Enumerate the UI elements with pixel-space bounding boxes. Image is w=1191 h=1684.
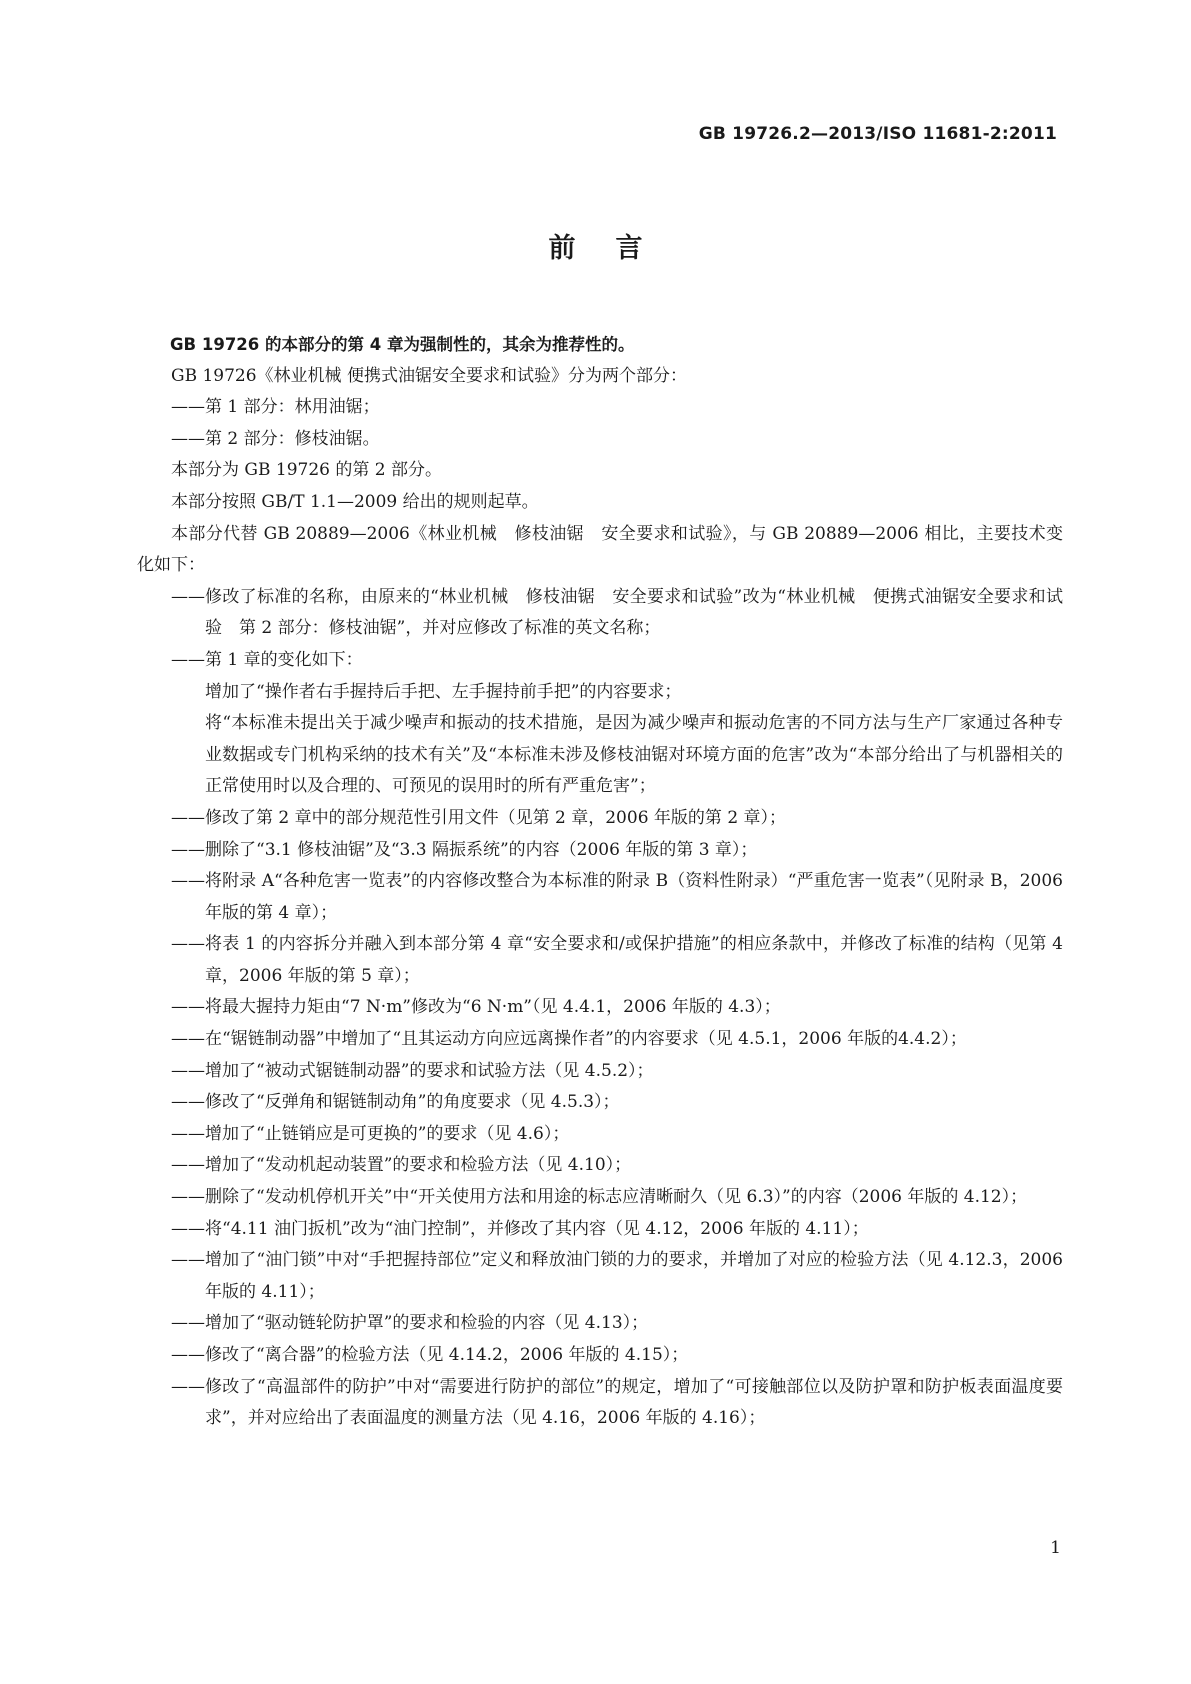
- dash-mark: ——: [171, 934, 205, 955]
- change-item: [137, 1214, 1063, 1246]
- change-text: 删除了“3.1 修枝油锯”及“3.3 隔振系统”的内容（2006 年版的第 3 章）；: [205, 839, 758, 860]
- change-text: 增加了“被动式锯链制动器”的要求和试验方法（见 4.5.2）；: [205, 1060, 654, 1081]
- change-text: 在“锯链制动器”中增加了“且其运动方向应远离操作者”的内容要求（见 4.5.1，2006 年版的4.4.2）；: [205, 1029, 967, 1050]
- replaces-statement: 本部分代替 GB 20889—2006《林业机械 修枝油锯 安全要求和试验》，与 GB 20889—2006 相比，主要技术变化如下：: [137, 523, 1063, 576]
- change-item: [137, 866, 1063, 929]
- dash-mark: ——: [171, 1060, 205, 1081]
- page-title: 前言: [548, 233, 683, 264]
- change-item: [137, 645, 1063, 677]
- dash-mark: ——: [171, 839, 205, 860]
- change-item: [137, 929, 1063, 992]
- change-text: 修改了“反弹角和锯链制动角”的角度要求（见 4.5.3）；: [205, 1092, 620, 1113]
- dash-mark: ——: [171, 1313, 205, 1334]
- dash-mark: ——: [171, 1218, 205, 1239]
- dash-mark: ——: [171, 1187, 205, 1208]
- change-item: [137, 1340, 1063, 1372]
- change-item: [137, 1024, 1063, 1056]
- dash-mark: ——: [171, 1345, 205, 1365]
- changes-list: [137, 582, 1063, 1435]
- change-text: 将表 1 的内容拆分并融入到本部分第 4 章“安全要求和/或保护措施”的相应条款中，并修改了标准的结构（见第 4 章，2006 年版的第 5 章）；: [205, 934, 1063, 986]
- mandatory-note: GB 19726 的本部分的第 4 章为强制性的，其余为推荐性的。: [170, 335, 635, 354]
- change-text: 增加了“发动机起动装置”的要求和检验方法（见 4.10）；: [205, 1155, 632, 1176]
- change-item: [137, 835, 1063, 867]
- change-item: [137, 1308, 1063, 1340]
- dash-mark: ——: [171, 1092, 205, 1113]
- part-item: —— 第 1 部分：林用油锯；: [137, 392, 1063, 424]
- dash-mark: ——: [171, 1376, 205, 1397]
- change-item: [137, 1150, 1063, 1182]
- dash-mark: ——: [171, 997, 205, 1018]
- change-item: [137, 992, 1063, 1024]
- change-item: [137, 1245, 1063, 1308]
- change-item: [137, 1182, 1063, 1214]
- this-part-statement: 本部分为 GB 19726 的第 2 部分。: [171, 460, 442, 481]
- change-item: [137, 1056, 1063, 1088]
- change-text: 增加了“止链销应是可更换的”的要求（见 4.6）；: [205, 1123, 570, 1144]
- dash-mark: ——: [171, 1123, 205, 1144]
- change-item: [137, 803, 1063, 835]
- change-text: 修改了“高温部件的防护”中对“需要进行防护的部位”的规定，增加了“可接触部位以及防护罩和防护板表面温度要求”，并对应给出了表面温度的测量方法（见 4.16，2006 年版的 4.16）；: [205, 1376, 1063, 1429]
- change-sub-item: 将“本标准未提出关于减少噪声和振动的技术措施，是因为减少噪声和振动危害的不同方法与生产厂家通过各种专业数据或专门机构采纳的技术有关”及“本标准未涉及修枝油锯对环境方面的危害”改为“本部分给出了与机器相关的正常使用时以及合理的、可预见的误用时的所有严重危害”；: [205, 713, 1063, 797]
- change-text: 第 1 章的变化如下：: [205, 649, 363, 670]
- change-item: [137, 582, 1063, 645]
- page-number: 1: [1050, 1538, 1061, 1558]
- change-item: [137, 1119, 1063, 1151]
- change-text: 删除了“发动机停机开关”中“开关使用方法和用途的标志应清晰耐久（见 6.3）”的内容（2006 年版的 4.12）；: [205, 1187, 1028, 1208]
- change-text: 将附录 A“各种危害一览表”的内容修改整合为本标准的附录 B（资料性附录）“严重危害一览表”（见附录 B，2006 年版的第 4 章）；: [205, 871, 1063, 923]
- dash-mark: ——: [171, 1029, 205, 1050]
- standard-code: GB 19726.2—2013/ISO 11681-2:2011: [698, 124, 1057, 144]
- dash-mark: ——: [171, 428, 205, 449]
- change-text: 修改了第 2 章中的部分规范性引用文件（见第 2 章，2006 年版的第 2 章）；: [205, 807, 787, 828]
- change-text: 增加了“油门锁”中对“手把握持部位”定义和释放油门锁的力的要求，并增加了对应的检验方法（见 4.12.3，2006 年版的 4.11）；: [205, 1250, 1063, 1302]
- change-text: 增加了“驱动链轮防护罩”的要求和检验的内容（见 4.13）；: [205, 1313, 649, 1334]
- change-item: [137, 1087, 1063, 1119]
- dash-mark: ——: [171, 586, 205, 607]
- change-item: [137, 1372, 1063, 1435]
- dash-mark: ——: [171, 871, 205, 892]
- part-item: —— 第 2 部分：修枝油锯。: [137, 424, 1063, 456]
- change-text: 将“4.11 油门扳机”改为“油门控制”，并修改了其内容（见 4.12，2006 年版的 4.11）；: [205, 1218, 869, 1239]
- change-text: 修改了标准的名称，由原来的“林业机械 修枝油锯 安全要求和试验”改为“林业机械 便携式油锯安全要求和试验 第 2 部分：修枝油锯”，并对应修改了标准的英文名称；: [205, 586, 1063, 639]
- foreword-body: [137, 329, 1063, 1435]
- dash-mark: ——: [171, 1155, 205, 1176]
- change-sub-item: 增加了“操作者右手握持后手把、左手握持前手把”的内容要求；: [205, 681, 682, 702]
- drafting-rules: 本部分按照 GB/T 1.1—2009 给出的规则起草。: [171, 491, 539, 512]
- change-text: 修改了“离合器”的检验方法（见 4.14.2，2006 年版的 4.15）；: [205, 1345, 689, 1365]
- dash-mark: ——: [171, 397, 205, 418]
- dash-mark: ——: [171, 649, 205, 670]
- dash-mark: ——: [171, 1250, 205, 1271]
- dash-mark: ——: [171, 807, 205, 828]
- parts-intro: GB 19726《林业机械 便携式油锯安全要求和试验》分为两个部分：: [171, 365, 687, 386]
- change-text: 将最大握持力矩由“7 N·m”修改为“6 N·m”（见 4.4.1，2006 年版的 4.3）；: [205, 997, 781, 1018]
